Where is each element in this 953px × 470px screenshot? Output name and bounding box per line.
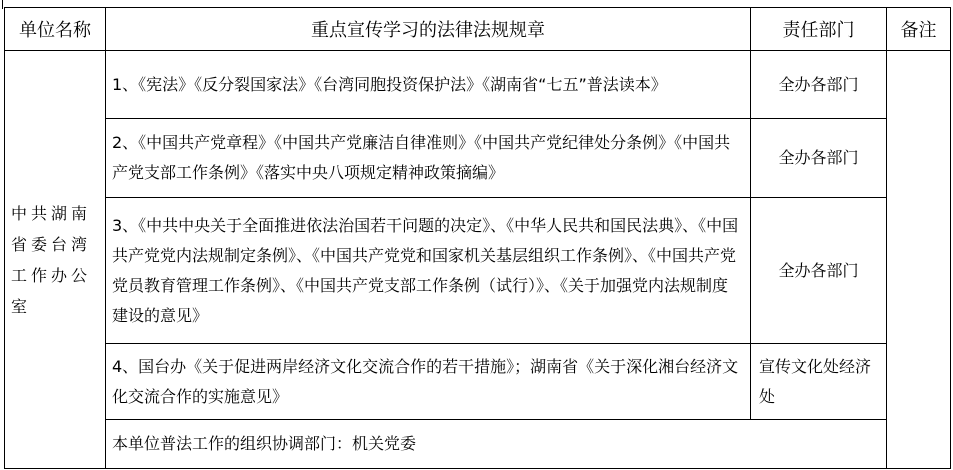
law-item-3: 3、《中共中央关于全面推进依法治国若干问题的决定》、《中华人民共和国民法典》、《中国共产党党内法规制定条例》、《中国共产党党和国家机关基层组织工作条例》、《中国共产党党员教育管理工作条例》、《中国共产党支部工作条例（试行）》、《关于加强党内法规制度建设的意见》 [106, 198, 751, 344]
dept-cell-2: 全办各部门 [751, 119, 887, 198]
dept-cell-1: 全办各部门 [751, 51, 887, 119]
table-row [5, 198, 951, 344]
law-item-4: 4、国台办《关于促进两岸经济文化交流合作的若干措施》；湖南省《关于深化湘台经济文化交流合作的实施意见》 [106, 344, 751, 420]
dept-cell-4: 宣传文化处经济处 [751, 344, 887, 420]
page-corner-mark [2, 0, 3, 9]
header-remark: 备注 [887, 8, 951, 51]
header-unit-name: 单位名称 [5, 8, 106, 51]
unit-name-cell: 中共湖南省委台湾工作办公室 [5, 51, 106, 469]
coordination-dept-note: 本单位普法工作的组织协调部门：机关党委 [106, 420, 887, 469]
header-row [5, 8, 951, 51]
law-item-2: 2、《中国共产党章程》《中国共产党廉洁自律准则》《中国共产党纪律处分条例》《中国共产党支部工作条例》《落实中央八项规定精神政策摘编》 [106, 119, 751, 198]
header-laws: 重点宣传学习的法律法规规章 [106, 8, 751, 51]
header-responsible-dept: 责任部门 [751, 8, 887, 51]
law-item-1: 1、《宪法》《反分裂国家法》《台湾同胞投资保护法》《湖南省“七五”普法读本》 [106, 51, 751, 119]
dept-cell-3: 全办各部门 [751, 198, 887, 344]
table-row [5, 119, 951, 198]
footer-row [5, 420, 951, 469]
remark-cell [887, 51, 951, 469]
table-row [5, 344, 951, 420]
law-publicity-table [4, 7, 951, 469]
table-row [5, 51, 951, 119]
